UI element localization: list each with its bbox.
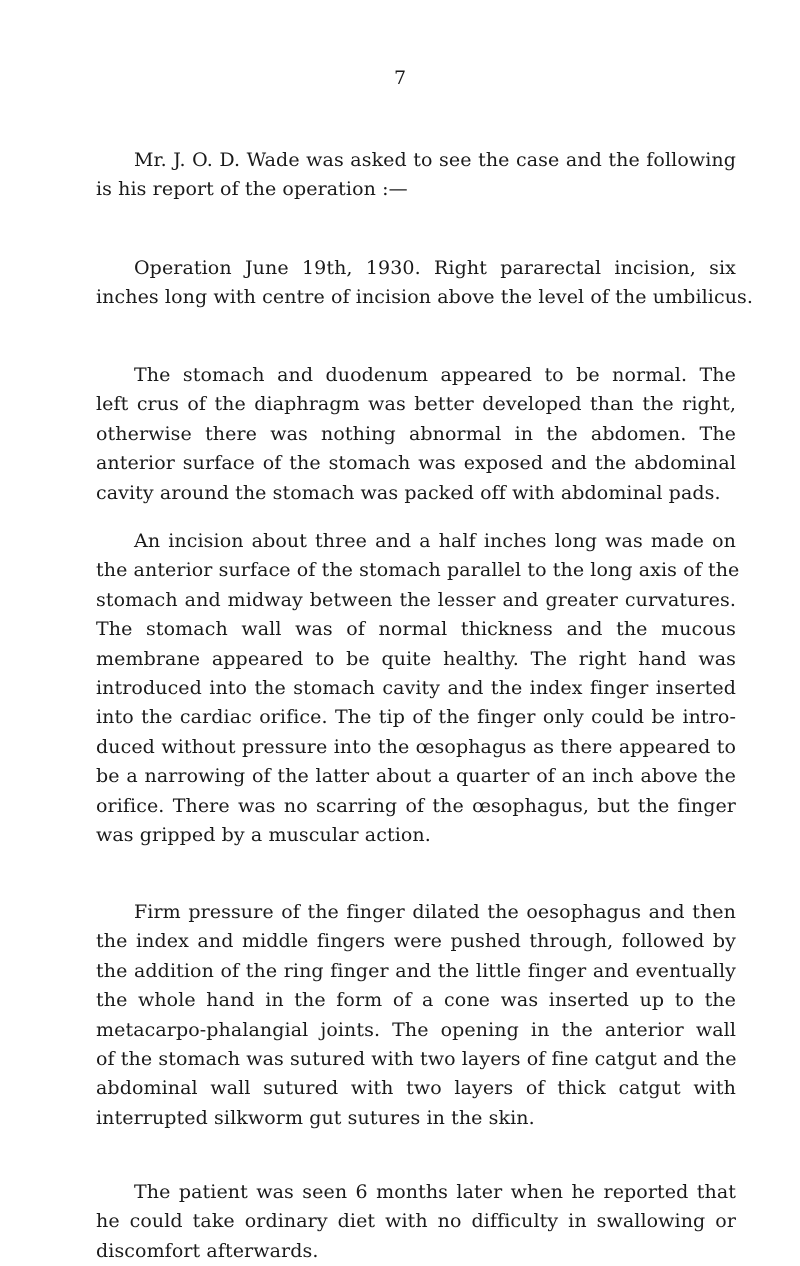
text-line: An incision about three and a half inches long was made on bbox=[134, 530, 736, 552]
paragraph-incision bbox=[96, 527, 740, 850]
text-line: The stomach wall was of normal thickness and the mucous bbox=[96, 618, 736, 641]
text-line: metacarpo-phalangial joints. The opening in the anterior wall bbox=[96, 1018, 736, 1041]
paragraph-findings bbox=[96, 361, 736, 508]
text-line: otherwise there was nothing abnormal in the abdomen. The bbox=[96, 422, 736, 445]
text-line: he could take ordinary diet with no difficulty in swallowing or bbox=[96, 1210, 736, 1233]
text-line: cavity around the stomach was packed off with abdominal pads. bbox=[96, 481, 721, 504]
text-line: the index and middle fingers were pushed through, followed by bbox=[96, 930, 736, 953]
text-line: the whole hand in the form of a cone was inserted up to the bbox=[96, 989, 736, 1012]
text-line: is his report of the operation :— bbox=[96, 178, 408, 201]
text-line: the addition of the ring finger and the little finger and eventually bbox=[96, 959, 736, 982]
text-line: was gripped by a muscular action. bbox=[96, 824, 431, 847]
page-number: 7 bbox=[393, 67, 407, 89]
text-line: discomfort afterwards. bbox=[96, 1239, 319, 1262]
text-line: into the cardiac orifice. The tip of the finger only could be intro- bbox=[96, 706, 736, 729]
text-line: introduced into the stomach cavity and the index finger inserted bbox=[96, 677, 736, 700]
text-line: membrane appeared to be quite healthy. The right hand was bbox=[96, 647, 736, 670]
text-line: duced without pressure into the œsophagus as there appeared to bbox=[96, 735, 736, 758]
text-line: The stomach and duodenum appeared to be normal. The bbox=[134, 364, 736, 386]
text-line: inches long with centre of incision above the level of the umbilicus. bbox=[96, 286, 754, 309]
text-line: orifice. There was no scarring of the œsophagus, but the finger bbox=[96, 794, 736, 817]
paragraph-dilation bbox=[96, 898, 736, 1133]
text-line: the anterior surface of the stomach parallel to the long axis of the bbox=[96, 559, 740, 582]
text-line: The patient was seen 6 months later when he reported that bbox=[134, 1181, 736, 1203]
text-line: left crus of the diaphragm was better developed than the right, bbox=[96, 393, 736, 416]
text-line: stomach and midway between the lesser and greater curvatures. bbox=[96, 588, 736, 611]
text-line: be a narrowing of the latter about a quarter of an inch above the bbox=[96, 765, 736, 788]
text-line: Mr. J. O. D. Wade was asked to see the case and the following bbox=[134, 149, 736, 171]
text-line: of the stomach was sutured with two layers of fine catgut and the bbox=[96, 1048, 737, 1071]
paragraph-operation-details bbox=[96, 254, 754, 313]
text-line: Firm pressure of the finger dilated the oesophagus and then bbox=[134, 901, 736, 923]
paragraph-follow-up bbox=[96, 1178, 736, 1266]
text-line: interrupted silkworm gut sutures in the skin. bbox=[96, 1106, 535, 1129]
text-line: abdominal wall sutured with two layers of thick catgut with bbox=[96, 1077, 736, 1100]
text-line: Operation June 19th, 1930. Right pararectal incision, six bbox=[134, 257, 736, 279]
text-line: anterior surface of the stomach was exposed and the abdominal bbox=[96, 452, 736, 475]
paragraph-intro bbox=[96, 146, 736, 205]
